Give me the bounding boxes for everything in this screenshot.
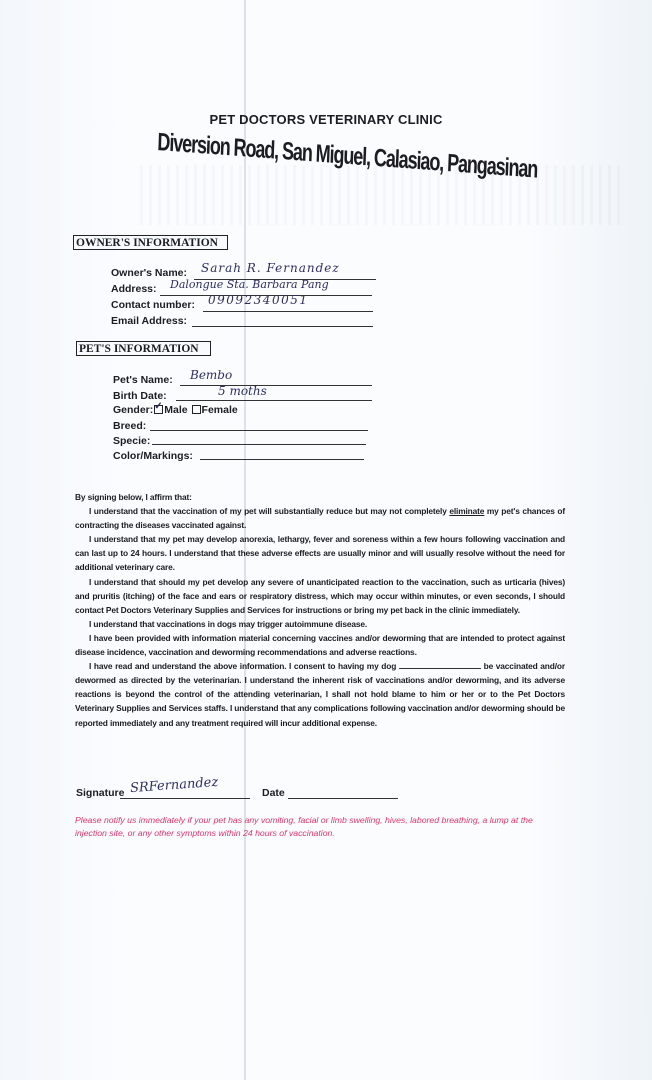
gender-field	[113, 404, 238, 416]
pet-name-value[interactable]: Bembo	[190, 368, 233, 382]
signature-value[interactable]: SRFernandez	[129, 774, 219, 797]
signature-label: Signature	[76, 787, 125, 799]
affirmation-text	[75, 490, 565, 730]
post-vaccination-warning: Please notify us immediately if your pet has any vomiting, facial or limb swelling, hives, labored breathing, a lump at the injection site, or any other symptoms within 24 hours of vaccination.	[75, 815, 533, 838]
clinic-name: PET DOCTORS VETERINARY CLINIC	[209, 112, 443, 127]
pet-name-label: Pet's Name:	[113, 374, 173, 386]
birth-date-label: Birth Date:	[113, 390, 167, 402]
owner-section-title: OWNER'S INFORMATION	[73, 235, 228, 250]
owner-name-label: Owner's Name:	[111, 267, 188, 279]
owner-email-line[interactable]	[192, 326, 373, 327]
breed-label: Breed:	[113, 420, 147, 432]
breed-line[interactable]	[150, 430, 368, 431]
male-checkbox[interactable]	[154, 405, 163, 414]
p6-text: I have read and understand the above information. I consent to having my dog	[89, 661, 397, 672]
p6-text-end: be vaccinated and/or dewormed as directed by the veterinarian. I understand the inherent risk of vaccinations and/or deworming, and its adverse reactions is beyond the control of the attending veterinarian, I shall not hold blame to him or her or to the Pet Doctors Veterinary Supplies and Services staffs. I understand that any complications following vaccination and/or deworming should be reported immediately and any treatment required will incur additional expense.	[75, 661, 565, 728]
pet-name-line	[180, 385, 372, 386]
date-label: Date	[262, 787, 285, 799]
pet-section-title: PET'S INFORMATION	[76, 341, 211, 356]
color-markings-line[interactable]	[200, 459, 364, 460]
owner-contact-label: Contact number:	[111, 299, 195, 311]
p1-text-end: my pet's chances of contracting the diseases vaccinated against.	[75, 506, 565, 531]
date-line[interactable]	[288, 798, 398, 799]
dog-name-blank[interactable]	[399, 660, 481, 669]
affirmation-p3: I understand that should my pet develop any severe of unanticipated reaction to the vaccination, such as urticaria (hives) and pruritis (itching) of the face and ears or respiratory distress, which may occur within minutes, or even seconds, I should contact Pet Doctors Veterinary Supplies and Services for instructions or bring my pet back in the clinic immediately.	[75, 576, 565, 615]
male-option-label: Male	[164, 404, 188, 416]
owner-name-value[interactable]: Sarah R. Fernandez	[201, 261, 340, 275]
birth-date-value[interactable]: 5 moths	[218, 384, 267, 398]
p1-text: I understand that the vaccination of my pet will substantially reduce but may not completely	[89, 506, 447, 517]
affirmation-p1	[75, 504, 565, 532]
affirmation-p4: I understand that vaccinations in dogs may trigger autoimmune disease.	[89, 618, 368, 629]
owner-contact-value[interactable]: 09092340051	[208, 293, 309, 307]
affirmation-p5: I have been provided with information material concerning vaccines and/or deworming that are intended to protect against disease incidence, vaccination and deworming recommendations and adverse reactions.	[75, 632, 565, 658]
signature-line	[120, 798, 250, 799]
female-option-label: Female	[201, 404, 238, 416]
color-markings-label: Color/Markings:	[113, 450, 193, 462]
owner-address-label: Address:	[111, 283, 157, 295]
owner-contact-line	[203, 311, 373, 312]
birth-date-line	[176, 400, 372, 401]
affirmation-lead: By signing below, I affirm that:	[75, 492, 192, 502]
owner-address-value[interactable]: Dalongue Sta. Barbara Pang	[170, 278, 329, 291]
affirmation-p6	[75, 659, 565, 729]
specie-line[interactable]	[152, 444, 366, 445]
owner-email-label: Email Address:	[111, 315, 188, 327]
clinic-address: Diversion Road, San Miguel, Calasiao, Pangasinan	[156, 128, 538, 184]
p1-underlined: eliminate	[449, 506, 485, 517]
affirmation-p2: I understand that my pet may develop anorexia, lethargy, fever and soreness within a few hours following vaccination and can last up to 24 hours. I understand that these adverse effects are usually minor and will usually resolve without the need for additional veterinary care.	[75, 534, 565, 573]
gender-label: Gender:	[113, 404, 154, 416]
specie-label: Specie:	[113, 435, 151, 447]
bleed-through-mark	[140, 165, 620, 225]
female-checkbox[interactable]	[192, 405, 201, 414]
